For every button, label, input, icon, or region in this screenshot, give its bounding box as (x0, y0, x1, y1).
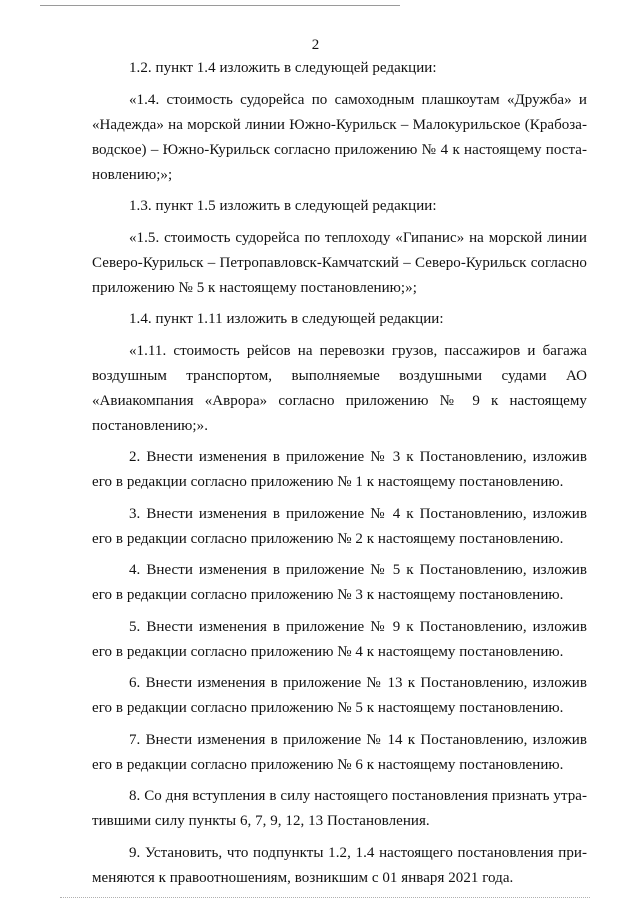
paragraph-8: 8. Со дня вступления в силу настоящего постановления признать утратившими силу пункты 6, 7, 9, 12, 13 Постановления. (92, 788, 587, 829)
paragraph-1-2: 1.2. пункт 1.4 изложить в следующей редакции: (129, 60, 437, 76)
paragraph-7: 7. Внести изменения в приложение № 14 к Постановлению, изложив его в редакции согласно приложению № 6 к настоящему постановлению. (92, 731, 587, 773)
top-scan-rule (40, 5, 400, 6)
paragraph-1-5-text: «1.5. стоимость судорейса по теплоходу «Гипанис» на морской линии Северо-Курильск – Петропавловск-Камчатский – Северо-Курильск согласно приложению № 5 к настоящему постановлению;»; (92, 229, 587, 296)
paragraph-9: 9. Установить, что подпункты 1.2, 1.4 настоящего постановления применяются к правоотношениям, возникшим с 01 января 2021 года. (92, 844, 587, 886)
paragraph-1-4: 1.4. пункт 1.11 изложить в следующей редакции: (129, 311, 444, 327)
paragraph-1-3: 1.3. пункт 1.5 изложить в следующей редакции: (129, 198, 437, 214)
document-body (92, 56, 587, 897)
page-number: 2 (311, 37, 320, 53)
paragraph-1-4-text: «1.4. стоимость судорейса по самоходным плашкоутам «Дружба» и «Надежда» на морской линии Южно-Курильск – Малокурильское (Крабозаводское) – Южно-Курильск согласно приложению № 4 к настоящему постановлению;»; (92, 91, 587, 183)
paragraph-1-11-text: «1.11. стоимость рейсов на перевозки грузов, пассажиров и багажа воздушным транспортом, выполняемые воздушными судами АО «Авиакомпания «Аврора» согласно приложению № 9 к настоящему постановлению;». (92, 342, 587, 434)
paragraph-2: 2. Внести изменения в приложение № 3 к Постановлению, изложив его в редакции согласно приложению № 1 к настоящему постановлению. (92, 449, 587, 490)
paragraph-4: 4. Внести изменения в приложение № 5 к Постановлению, изложив его в редакции согласно приложению № 3 к настоящему постановлению. (92, 562, 587, 603)
paragraph-6: 6. Внести изменения в приложение № 13 к Постановлению, изложив его в редакции согласно приложению № 5 к настоящему постановлению. (92, 675, 587, 716)
paragraph-5: 5. Внести изменения в приложение № 9 к Постановлению, изложив его в редакции согласно приложению № 4 к настоящему постановлению. (92, 618, 587, 660)
bottom-scan-rule (60, 897, 590, 898)
paragraph-3: 3. Внести изменения в приложение № 4 к Постановлению, изложив его в редакции согласно приложению № 2 к настоящему постановлению. (92, 505, 587, 547)
